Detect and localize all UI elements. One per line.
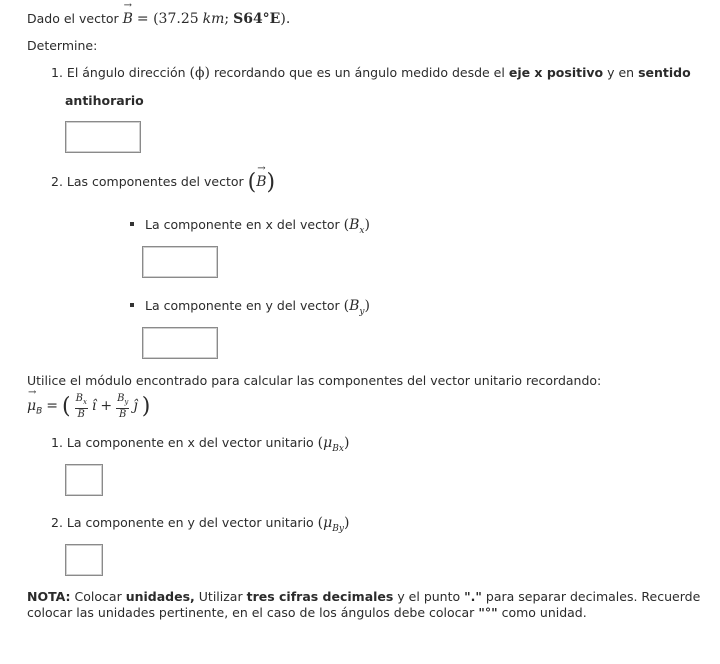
formula-lhs-sub: B — [36, 406, 43, 417]
q1-text-b: recordando que es un ángulo medido desde el — [214, 65, 505, 80]
note-b2: tres cifras decimales — [246, 589, 394, 604]
frac-x-num: B — [75, 393, 83, 404]
bullet-icon — [130, 222, 134, 226]
intro-sep: ; — [224, 11, 230, 27]
note-b4: "°" — [478, 605, 498, 620]
u2-number: 2. — [51, 515, 63, 530]
q2-close-paren: ) — [266, 170, 276, 195]
u2-sub: By — [332, 523, 344, 534]
note-b3: "." — [464, 589, 482, 604]
note-b1: unidades, — [125, 589, 195, 604]
q2-sub-y-text: La componente en y del vector — [144, 298, 340, 313]
frac-x-den: B — [77, 409, 85, 420]
u1-number: 1. — [51, 435, 63, 450]
fraction-x — [75, 393, 88, 420]
formula-lhs: → μ — [27, 398, 36, 414]
intro-bearing: S64°E — [233, 11, 281, 27]
unit-vector-intro: Utilice el módulo encontrado para calcular las componentes del vector unitario recordando: — [27, 373, 602, 388]
intro-unit: km — [202, 11, 225, 27]
mu-bx-answer-input[interactable] — [65, 464, 103, 496]
q2-sub-y-sub: y — [359, 306, 365, 317]
unit-i: î — [91, 398, 97, 414]
u1-symbol: μ — [323, 435, 333, 451]
q2-sub-x: La componente en x del vector $(B_x)$ — [130, 217, 370, 236]
question-2 — [51, 170, 275, 195]
u2-symbol: μ — [323, 515, 333, 531]
q1-bold-b: sentido — [638, 65, 691, 80]
mu-by-answer-input[interactable] — [65, 544, 103, 576]
intro-prefix: Dado el vector — [27, 11, 119, 26]
q1-bold-c: antihorario — [65, 93, 144, 108]
u2-text: La componente en y del vector unitario — [66, 515, 314, 530]
frac-x-num-sub: x — [82, 398, 87, 406]
note-t5: como unidad. — [501, 605, 587, 620]
note-paragraph — [27, 589, 707, 621]
q2-sub-x-sub: x — [359, 225, 365, 236]
q2-sub-x-text: La componente en x del vector — [144, 217, 340, 232]
q2-sub-x-symbol: B — [349, 217, 360, 233]
formula-plus: + — [100, 398, 113, 414]
q1-text-c: y en — [607, 65, 635, 80]
q2-symbol: → B — [256, 174, 266, 190]
unit-vector-formula: → $\mu_B$ = ( $\frac{B_x}{B}$ î + $\frac{B_y}{B}$ ĵ ) — [27, 393, 150, 420]
intro-equals: = (37.25 — [136, 11, 199, 27]
determine-label: Determine: — [27, 38, 98, 53]
q1-number: 1. — [51, 65, 63, 80]
note-t2: Utilizar — [198, 589, 243, 604]
q2-number: 2. — [51, 174, 63, 189]
vector-b-symbol: → B — [123, 11, 133, 27]
q2-sub-y: La componente en y del vector $(B_y)$ — [130, 298, 370, 317]
bullet-icon — [130, 303, 134, 307]
q1-text-a: El ángulo dirección — [66, 65, 186, 80]
frac-y-den: B — [119, 409, 127, 420]
note-t1: Colocar — [74, 589, 122, 604]
q2-open-paren: ( — [247, 170, 257, 195]
unit-question-2: 2. La componente en y del vector unitario $(\mu_{By})$ — [51, 515, 350, 534]
question-1 — [51, 65, 691, 81]
note-label: NOTA: — [27, 589, 71, 604]
q1-symbol: (ϕ) — [189, 65, 211, 81]
note-t3: y el punto — [397, 589, 461, 604]
u1-text: La componente en x del vector unitario — [66, 435, 314, 450]
unit-j: ĵ — [133, 398, 138, 414]
bx-answer-input[interactable] — [142, 246, 218, 278]
q2-sub-y-symbol: B — [349, 298, 360, 314]
q1-bold-a: eje x positivo — [508, 65, 604, 80]
q1-answer-input[interactable] — [65, 121, 141, 153]
note-t4: para separar decimales. Recuerde colocar las unidades pertinente, en el caso de los ángulos debe colocar — [27, 589, 701, 620]
u1-sub: Bx — [332, 443, 344, 454]
unit-question-1: 1. La componente en x del vector unitario $(\mu_{Bx})$ — [51, 435, 350, 454]
q2-text: Las componentes del vector — [66, 174, 244, 189]
frac-y-num-sub: y — [124, 398, 129, 406]
intro-line — [27, 11, 290, 27]
by-answer-input[interactable] — [142, 327, 218, 359]
frac-y-num: B — [117, 393, 125, 404]
fraction-y — [116, 393, 129, 420]
intro-close: ). — [280, 11, 291, 27]
